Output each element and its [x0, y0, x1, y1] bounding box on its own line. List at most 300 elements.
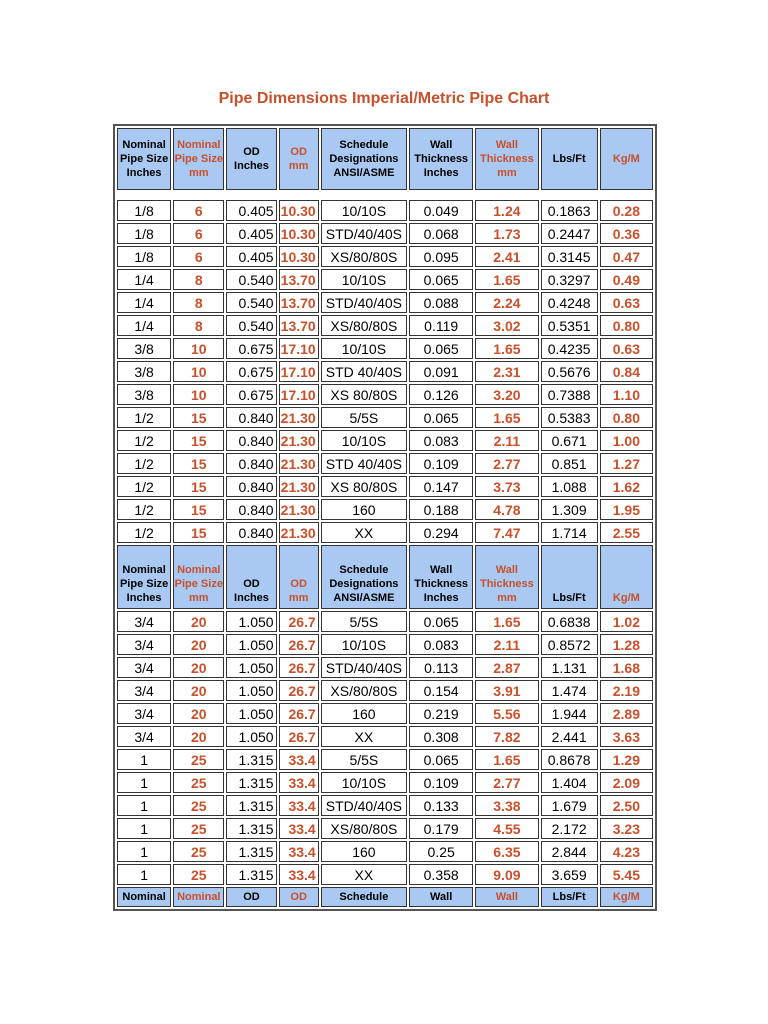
footer-header-row-od-inches: OD	[226, 887, 276, 907]
cell-nps-mm: 20	[173, 703, 224, 724]
cell-od-mm: 21.30	[279, 430, 319, 451]
header-lbs-ft: Lbs/Ft	[541, 128, 598, 190]
cell-wall-mm: 2.11	[475, 634, 538, 655]
cell-nps-mm: 20	[173, 634, 224, 655]
cell-nps-mm: 25	[173, 864, 224, 885]
cell-wall-mm: 7.47	[475, 522, 538, 543]
cell-lbs-ft: 1.404	[541, 772, 598, 793]
cell-wall-inches: 0.219	[409, 703, 473, 724]
cell-wall-inches: 0.179	[409, 818, 473, 839]
table-row	[117, 522, 653, 543]
cell-nps: 1/2	[117, 407, 171, 428]
footer-header-row-nps: Nominal	[117, 887, 171, 907]
cell-od-inches: 0.675	[226, 361, 276, 382]
header-od-mm: OD mm	[279, 128, 319, 190]
cell-schedule: XS/80/80S	[321, 818, 407, 839]
table-row	[117, 430, 653, 451]
table-row	[117, 841, 653, 862]
cell-kg-m: 0.49	[600, 269, 653, 290]
cell-nps: 1	[117, 772, 171, 793]
cell-kg-m: 4.23	[600, 841, 653, 862]
cell-nps-mm: 25	[173, 795, 224, 816]
cell-lbs-ft: 0.5383	[541, 407, 598, 428]
cell-schedule: XX	[321, 864, 407, 885]
cell-schedule: STD/40/40S	[321, 795, 407, 816]
cell-od-inches: 0.675	[226, 338, 276, 359]
cell-od-inches: 0.840	[226, 407, 276, 428]
cell-wall-mm: 3.20	[475, 384, 538, 405]
cell-lbs-ft: 0.5351	[541, 315, 598, 336]
page-title: Pipe Dimensions Imperial/Metric Pipe Chart	[218, 90, 550, 107]
cell-od-inches: 0.540	[226, 292, 276, 313]
cell-nps: 1	[117, 818, 171, 839]
cell-lbs-ft: 0.851	[541, 453, 598, 474]
cell-schedule: 160	[321, 499, 407, 520]
cell-kg-m: 1.68	[600, 657, 653, 678]
cell-wall-mm: 1.65	[475, 749, 538, 770]
cell-kg-m: 0.47	[600, 246, 653, 267]
table-row	[117, 476, 653, 497]
cell-kg-m: 0.80	[600, 315, 653, 336]
cell-od-mm: 33.4	[279, 818, 319, 839]
cell-od-inches: 0.405	[226, 200, 276, 221]
cell-schedule: XX	[321, 522, 407, 543]
cell-nps-mm: 10	[173, 384, 224, 405]
cell-od-inches: 0.540	[226, 269, 276, 290]
header-nps-mm: Nominal Pipe Size mm	[173, 128, 224, 190]
cell-od-mm: 17.10	[279, 338, 319, 359]
cell-od-mm: 13.70	[279, 269, 319, 290]
cell-od-inches: 1.315	[226, 864, 276, 885]
cell-lbs-ft: 0.7388	[541, 384, 598, 405]
cell-kg-m: 5.45	[600, 864, 653, 885]
cell-od-inches: 0.840	[226, 522, 276, 543]
cell-kg-m: 1.29	[600, 749, 653, 770]
cell-nps: 1	[117, 841, 171, 862]
cell-schedule: 160	[321, 703, 407, 724]
cell-wall-inches: 0.25	[409, 841, 473, 862]
cell-wall-inches: 0.088	[409, 292, 473, 313]
header-wall-inches: Wall Thickness Inches	[409, 128, 473, 190]
cell-od-inches: 0.840	[226, 476, 276, 497]
cell-kg-m: 2.89	[600, 703, 653, 724]
cell-nps-mm: 20	[173, 680, 224, 701]
cell-od-inches: 0.540	[226, 315, 276, 336]
cell-wall-mm: 1.65	[475, 269, 538, 290]
cell-kg-m: 2.55	[600, 522, 653, 543]
cell-od-mm: 26.7	[279, 703, 319, 724]
cell-wall-inches: 0.308	[409, 726, 473, 747]
cell-kg-m: 0.36	[600, 223, 653, 244]
cell-nps: 1/4	[117, 269, 171, 290]
cell-lbs-ft: 2.844	[541, 841, 598, 862]
table-row	[117, 292, 653, 313]
cell-lbs-ft: 2.441	[541, 726, 598, 747]
cell-wall-mm: 1.24	[475, 200, 538, 221]
mid-header-row-nps: Nominal Pipe Size Inches	[117, 545, 171, 609]
cell-wall-mm: 2.77	[475, 453, 538, 474]
cell-wall-inches: 0.188	[409, 499, 473, 520]
cell-od-mm: 10.30	[279, 200, 319, 221]
cell-wall-mm: 4.55	[475, 818, 538, 839]
table-row	[117, 407, 653, 428]
mid-header-row-lbs-ft: Lbs/Ft	[541, 545, 598, 609]
cell-wall-mm: 4.78	[475, 499, 538, 520]
table-row	[117, 315, 653, 336]
cell-od-mm: 10.30	[279, 223, 319, 244]
cell-nps: 1/2	[117, 453, 171, 474]
table-row	[117, 726, 653, 747]
cell-wall-inches: 0.065	[409, 611, 473, 632]
cell-kg-m: 1.02	[600, 611, 653, 632]
cell-schedule: 10/10S	[321, 634, 407, 655]
cell-od-inches: 1.315	[226, 749, 276, 770]
cell-nps-mm: 6	[173, 223, 224, 244]
cell-wall-mm: 9.09	[475, 864, 538, 885]
cell-od-inches: 1.050	[226, 634, 276, 655]
cell-lbs-ft: 0.6838	[541, 611, 598, 632]
cell-nps: 1/8	[117, 200, 171, 221]
cell-wall-inches: 0.126	[409, 384, 473, 405]
cell-wall-mm: 1.65	[475, 407, 538, 428]
header-nps: Nominal Pipe Size Inches	[117, 128, 171, 190]
header-schedule: Schedule Designations ANSI/ASME	[321, 128, 407, 190]
footer-header-row-schedule: Schedule	[321, 887, 407, 907]
cell-nps-mm: 8	[173, 292, 224, 313]
cell-od-inches: 0.405	[226, 223, 276, 244]
cell-kg-m: 0.80	[600, 407, 653, 428]
cell-wall-mm: 2.31	[475, 361, 538, 382]
header-wall-mm: Wall Thickness mm	[475, 128, 538, 190]
cell-kg-m: 1.62	[600, 476, 653, 497]
cell-od-mm: 21.30	[279, 407, 319, 428]
cell-lbs-ft: 1.131	[541, 657, 598, 678]
table-row	[117, 634, 653, 655]
cell-od-mm: 26.7	[279, 634, 319, 655]
cell-kg-m: 1.27	[600, 453, 653, 474]
cell-od-mm: 33.4	[279, 749, 319, 770]
cell-od-inches: 1.050	[226, 726, 276, 747]
cell-nps: 3/4	[117, 611, 171, 632]
cell-schedule: 160	[321, 841, 407, 862]
cell-lbs-ft: 2.172	[541, 818, 598, 839]
table-row	[117, 223, 653, 244]
cell-nps: 1/4	[117, 315, 171, 336]
cell-nps: 3/4	[117, 726, 171, 747]
cell-wall-mm: 1.65	[475, 611, 538, 632]
cell-nps-mm: 15	[173, 453, 224, 474]
cell-nps-mm: 25	[173, 818, 224, 839]
cell-nps-mm: 6	[173, 246, 224, 267]
table-row	[117, 269, 653, 290]
cell-lbs-ft: 0.3297	[541, 269, 598, 290]
cell-od-inches: 1.050	[226, 703, 276, 724]
cell-od-mm: 26.7	[279, 611, 319, 632]
cell-schedule: XS 80/80S	[321, 384, 407, 405]
cell-nps-mm: 15	[173, 430, 224, 451]
cell-kg-m: 1.28	[600, 634, 653, 655]
cell-od-inches: 1.315	[226, 818, 276, 839]
cell-nps: 3/4	[117, 634, 171, 655]
cell-wall-inches: 0.095	[409, 246, 473, 267]
cell-schedule: STD/40/40S	[321, 223, 407, 244]
cell-wall-inches: 0.133	[409, 795, 473, 816]
cell-wall-mm: 3.38	[475, 795, 538, 816]
table-row	[117, 246, 653, 267]
cell-nps-mm: 15	[173, 407, 224, 428]
cell-kg-m: 2.09	[600, 772, 653, 793]
cell-nps: 1/2	[117, 499, 171, 520]
mid-header-row-kg-m: Kg/M	[600, 545, 653, 609]
cell-wall-mm: 3.02	[475, 315, 538, 336]
cell-wall-inches: 0.091	[409, 361, 473, 382]
cell-lbs-ft: 0.3145	[541, 246, 598, 267]
table-row	[117, 338, 653, 359]
cell-schedule: 10/10S	[321, 338, 407, 359]
cell-wall-mm: 6.35	[475, 841, 538, 862]
cell-lbs-ft: 0.5676	[541, 361, 598, 382]
cell-od-mm: 26.7	[279, 680, 319, 701]
cell-kg-m: 0.63	[600, 338, 653, 359]
cell-lbs-ft: 0.4235	[541, 338, 598, 359]
footer-header-row	[117, 887, 653, 907]
cell-lbs-ft: 0.1863	[541, 200, 598, 221]
cell-nps: 1/4	[117, 292, 171, 313]
cell-wall-mm: 1.65	[475, 338, 538, 359]
mid-header-row-schedule: Schedule Designations ANSI/ASME	[321, 545, 407, 609]
cell-nps: 1/8	[117, 223, 171, 244]
table-row	[117, 361, 653, 382]
cell-lbs-ft: 1.088	[541, 476, 598, 497]
cell-schedule: XS/80/80S	[321, 315, 407, 336]
table-row	[117, 749, 653, 770]
cell-od-mm: 10.30	[279, 246, 319, 267]
cell-wall-mm: 2.24	[475, 292, 538, 313]
cell-nps: 1	[117, 795, 171, 816]
cell-lbs-ft: 1.714	[541, 522, 598, 543]
cell-nps: 3/4	[117, 703, 171, 724]
table-row	[117, 680, 653, 701]
cell-od-mm: 13.70	[279, 315, 319, 336]
cell-kg-m: 1.00	[600, 430, 653, 451]
footer-header-row-wall-inches: Wall	[409, 887, 473, 907]
cell-od-mm: 21.30	[279, 522, 319, 543]
cell-wall-inches: 0.358	[409, 864, 473, 885]
footer-header-row-nps-mm: Nominal	[173, 887, 224, 907]
cell-wall-mm: 2.77	[475, 772, 538, 793]
cell-nps: 3/8	[117, 384, 171, 405]
table-row	[117, 611, 653, 632]
cell-wall-mm: 2.87	[475, 657, 538, 678]
cell-wall-inches: 0.294	[409, 522, 473, 543]
cell-od-inches: 1.050	[226, 680, 276, 701]
cell-nps-mm: 20	[173, 726, 224, 747]
cell-wall-inches: 0.065	[409, 407, 473, 428]
cell-schedule: XS/80/80S	[321, 246, 407, 267]
cell-od-mm: 21.30	[279, 476, 319, 497]
cell-wall-inches: 0.049	[409, 200, 473, 221]
cell-schedule: STD/40/40S	[321, 657, 407, 678]
cell-lbs-ft: 0.4248	[541, 292, 598, 313]
cell-nps-mm: 8	[173, 315, 224, 336]
pipe-chart-table	[115, 126, 655, 909]
cell-od-inches: 1.315	[226, 772, 276, 793]
table-row	[117, 453, 653, 474]
cell-wall-mm: 2.41	[475, 246, 538, 267]
cell-nps-mm: 10	[173, 361, 224, 382]
cell-nps-mm: 25	[173, 772, 224, 793]
cell-nps: 3/8	[117, 361, 171, 382]
cell-lbs-ft: 1.944	[541, 703, 598, 724]
cell-nps-mm: 15	[173, 499, 224, 520]
cell-kg-m: 1.95	[600, 499, 653, 520]
cell-od-inches: 0.840	[226, 430, 276, 451]
cell-wall-mm: 3.73	[475, 476, 538, 497]
cell-od-inches: 1.315	[226, 795, 276, 816]
cell-lbs-ft: 0.2447	[541, 223, 598, 244]
cell-wall-mm: 2.11	[475, 430, 538, 451]
cell-od-mm: 17.10	[279, 384, 319, 405]
cell-wall-inches: 0.119	[409, 315, 473, 336]
cell-od-inches: 0.840	[226, 453, 276, 474]
table-row	[117, 864, 653, 885]
cell-od-inches: 0.405	[226, 246, 276, 267]
header-od-inches: OD Inches	[226, 128, 276, 190]
cell-nps: 3/4	[117, 657, 171, 678]
cell-kg-m: 0.63	[600, 292, 653, 313]
cell-od-mm: 21.30	[279, 499, 319, 520]
header-row	[117, 128, 653, 190]
cell-lbs-ft: 0.8572	[541, 634, 598, 655]
cell-kg-m: 3.63	[600, 726, 653, 747]
cell-lbs-ft: 0.8678	[541, 749, 598, 770]
cell-kg-m: 3.23	[600, 818, 653, 839]
cell-schedule: 10/10S	[321, 430, 407, 451]
cell-schedule: XS/80/80S	[321, 680, 407, 701]
cell-schedule: 10/10S	[321, 772, 407, 793]
cell-nps-mm: 8	[173, 269, 224, 290]
mid-header-row-wall-mm: Wall Thickness mm	[475, 545, 538, 609]
cell-od-inches: 0.840	[226, 499, 276, 520]
header-kg-m: Kg/M	[600, 128, 653, 190]
cell-kg-m: 0.28	[600, 200, 653, 221]
cell-nps: 1	[117, 749, 171, 770]
cell-schedule: 5/5S	[321, 749, 407, 770]
footer-header-row-lbs-ft: Lbs/Ft	[541, 887, 598, 907]
cell-nps: 1/8	[117, 246, 171, 267]
cell-wall-mm: 1.73	[475, 223, 538, 244]
cell-lbs-ft: 1.309	[541, 499, 598, 520]
table-row	[117, 772, 653, 793]
cell-wall-mm: 3.91	[475, 680, 538, 701]
cell-wall-inches: 0.154	[409, 680, 473, 701]
cell-schedule: XS 80/80S	[321, 476, 407, 497]
cell-nps-mm: 25	[173, 749, 224, 770]
cell-od-mm: 13.70	[279, 292, 319, 313]
cell-od-mm: 26.7	[279, 726, 319, 747]
cell-od-mm: 26.7	[279, 657, 319, 678]
cell-lbs-ft: 0.671	[541, 430, 598, 451]
cell-kg-m: 0.84	[600, 361, 653, 382]
table-row	[117, 200, 653, 221]
cell-od-inches: 0.675	[226, 384, 276, 405]
cell-nps: 1	[117, 864, 171, 885]
cell-nps-mm: 15	[173, 476, 224, 497]
cell-schedule: 10/10S	[321, 200, 407, 221]
cell-nps-mm: 10	[173, 338, 224, 359]
cell-od-mm: 33.4	[279, 864, 319, 885]
cell-schedule: XX	[321, 726, 407, 747]
cell-od-inches: 1.315	[226, 841, 276, 862]
footer-header-row-kg-m: Kg/M	[600, 887, 653, 907]
mid-header-row-od-inches: OD Inches	[226, 545, 276, 609]
footer-header-row-od-mm: OD	[279, 887, 319, 907]
cell-schedule: 5/5S	[321, 407, 407, 428]
cell-wall-mm: 5.56	[475, 703, 538, 724]
cell-wall-mm: 7.82	[475, 726, 538, 747]
cell-nps: 3/4	[117, 680, 171, 701]
cell-schedule: 5/5S	[321, 611, 407, 632]
cell-nps-mm: 6	[173, 200, 224, 221]
mid-header-row-wall-inches: Wall Thickness Inches	[409, 545, 473, 609]
cell-od-mm: 17.10	[279, 361, 319, 382]
cell-lbs-ft: 1.474	[541, 680, 598, 701]
cell-wall-inches: 0.109	[409, 453, 473, 474]
cell-od-inches: 1.050	[226, 657, 276, 678]
cell-schedule: STD 40/40S	[321, 453, 407, 474]
footer-header-row-wall-mm: Wall	[475, 887, 538, 907]
cell-kg-m: 2.19	[600, 680, 653, 701]
table-row	[117, 818, 653, 839]
mid-header-row	[117, 545, 653, 609]
cell-od-mm: 33.4	[279, 795, 319, 816]
cell-wall-inches: 0.113	[409, 657, 473, 678]
cell-nps-mm: 15	[173, 522, 224, 543]
cell-kg-m: 2.50	[600, 795, 653, 816]
table-row	[117, 499, 653, 520]
table-row	[117, 657, 653, 678]
cell-nps: 3/8	[117, 338, 171, 359]
cell-wall-inches: 0.147	[409, 476, 473, 497]
cell-nps-mm: 25	[173, 841, 224, 862]
cell-wall-inches: 0.083	[409, 430, 473, 451]
cell-nps-mm: 20	[173, 657, 224, 678]
cell-wall-inches: 0.109	[409, 772, 473, 793]
cell-wall-inches: 0.065	[409, 338, 473, 359]
cell-wall-inches: 0.065	[409, 749, 473, 770]
cell-schedule: STD/40/40S	[321, 292, 407, 313]
cell-nps: 1/2	[117, 476, 171, 497]
cell-od-mm: 21.30	[279, 453, 319, 474]
cell-wall-inches: 0.065	[409, 269, 473, 290]
table-row	[117, 384, 653, 405]
cell-wall-inches: 0.068	[409, 223, 473, 244]
cell-nps: 1/2	[117, 522, 171, 543]
cell-nps: 1/2	[117, 430, 171, 451]
cell-schedule: STD 40/40S	[321, 361, 407, 382]
table-row	[117, 703, 653, 724]
cell-wall-inches: 0.083	[409, 634, 473, 655]
cell-lbs-ft: 1.679	[541, 795, 598, 816]
table-row	[117, 795, 653, 816]
cell-od-mm: 33.4	[279, 772, 319, 793]
cell-kg-m: 1.10	[600, 384, 653, 405]
mid-header-row-nps-mm: Nominal Pipe Size mm	[173, 545, 224, 609]
cell-od-inches: 1.050	[226, 611, 276, 632]
cell-od-mm: 33.4	[279, 841, 319, 862]
mid-header-row-od-mm: OD mm	[279, 545, 319, 609]
cell-schedule: 10/10S	[321, 269, 407, 290]
